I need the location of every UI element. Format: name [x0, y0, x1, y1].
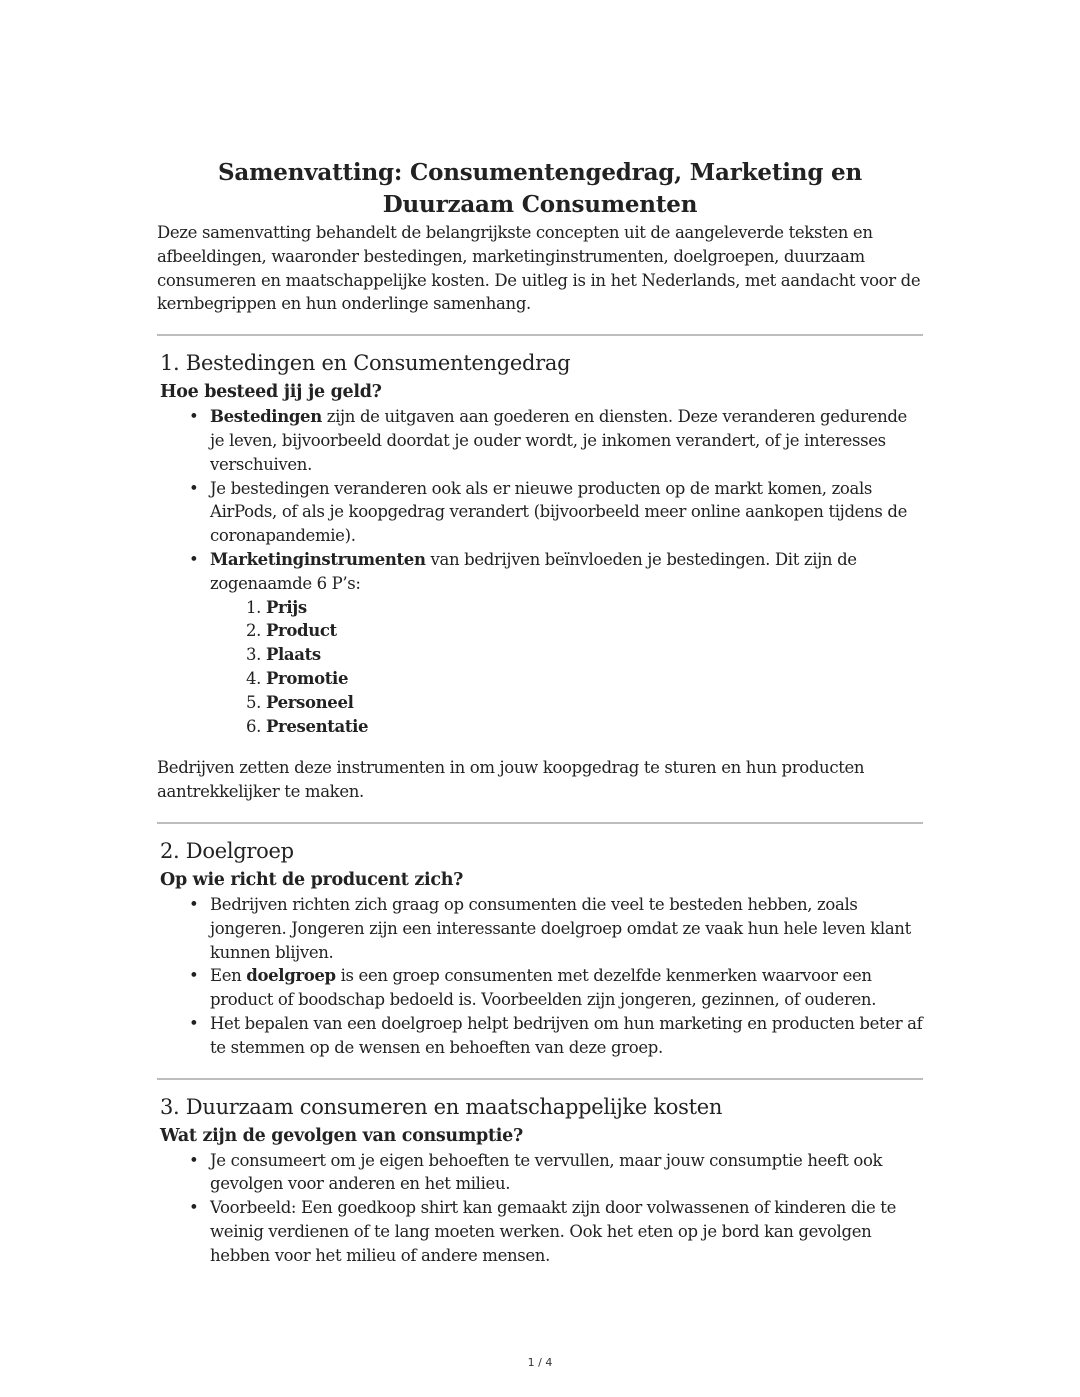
bullet-icon: •	[189, 1013, 199, 1033]
bullet-list	[157, 893, 923, 1060]
bullet-icon: •	[189, 966, 199, 986]
list-item-text: Je bestedingen veranderen ook als er nieuwe producten op de markt komen, zoals AirPods, of als je koopgedrag verandert (bijvoorbeeld meer online aankopen tijdens de coronapandemie).	[210, 478, 907, 546]
closing-paragraph: Bedrijven zetten deze instrumenten in om jouw koopgedrag te sturen en hun producten aantrekkelijker te maken.	[157, 758, 865, 802]
item-label: Promotie	[265, 668, 349, 688]
list-item-text: Voorbeeld: Een goedkoop shirt kan gemaakt zijn door volwassenen of kinderen die te weinig verdienen of te lang moeten werken. Ook het eten op je bord kan gevolgen hebben voor het milieu of andere mensen.	[210, 1198, 896, 1265]
list-item	[189, 1196, 923, 1267]
page-indicator: 1 / 4	[527, 1356, 553, 1369]
item-label: Plaats	[265, 645, 321, 665]
item-label: Presentatie	[265, 716, 369, 736]
list-item-text: is een groep consumenten met dezelfde kenmerken waarvoor een product of boodschap bedoeld is. Voorbeelden zijn jongeren, gezinnen, of ouderen.	[210, 966, 877, 1010]
list-item-text: Je consumeert om je eigen behoeften te vervullen, maar jouw consumptie heeft ook gevolgen voor anderen en het milieu.	[210, 1150, 883, 1194]
six-ps-item	[246, 596, 923, 620]
six-ps-list	[210, 596, 923, 739]
list-item	[189, 405, 923, 476]
intro-paragraph: Deze samenvatting behandelt de belangrijkste concepten uit de aangeleverde teksten en afbeeldingen, waaronder bestedingen, marketinginstrumenten, doelgroepen, duurzaam consumeren en maatschappelijke kosten. De uitleg is in het Nederlands, met aandacht voor de kernbegrippen en hun onderlinge samenhang.	[157, 223, 921, 314]
list-item-text: Het bepalen van een doelgroep helpt bedrijven om hun marketing en producten beter af te stemmen op de wensen en behoeften van deze groep.	[210, 1013, 923, 1057]
bullet-icon: •	[189, 478, 199, 498]
bullet-icon: •	[189, 894, 199, 914]
bullet-list	[157, 1149, 923, 1268]
term-bold: Marketinginstrumenten	[210, 549, 426, 569]
term-bold: Bestedingen	[210, 407, 322, 427]
item-number: 3.	[246, 645, 262, 665]
item-number: 1.	[246, 597, 262, 617]
item-number: 4.	[246, 668, 262, 688]
item-label: Product	[265, 621, 337, 641]
six-ps-item	[246, 715, 923, 739]
bullet-icon: •	[189, 407, 199, 427]
list-item	[189, 477, 923, 548]
list-item	[189, 964, 923, 1012]
section-subtitle: Wat zijn de gevolgen van consumptie?	[160, 1125, 523, 1146]
section-subtitle: Hoe besteed jij je geld?	[160, 382, 382, 403]
bullet-icon: •	[189, 1150, 199, 1170]
list-item-prefix: Een	[210, 966, 247, 986]
list-item	[189, 1012, 923, 1060]
list-item-text: Bedrijven richten zich graag op consumenten die veel te besteden hebben, zoals jongeren. Jongeren zijn een interessante doelgroep omdat ze vaak hun hele leven klant kunnen blijven.	[210, 894, 911, 962]
document-title: Samenvatting: Consumentengedrag, Marketing en Duurzaam Consumenten	[218, 159, 862, 218]
list-item-text: zijn de uitgaven aan goederen en diensten. Deze veranderen gedurende je leven, bijvoorbeeld doordat je ouder wordt, je inkomen verandert, of je interesses verschuiven.	[210, 407, 907, 474]
section-bestedingen	[157, 349, 923, 804]
bullet-icon: •	[189, 1198, 199, 1218]
section-doelgroep	[157, 837, 923, 1060]
section-title: 1. Bestedingen en Consumentengedrag	[160, 351, 571, 376]
item-number: 5.	[246, 692, 262, 712]
list-item	[189, 1149, 923, 1197]
item-label: Prijs	[265, 597, 307, 617]
list-item	[189, 548, 923, 738]
bullet-list	[157, 405, 923, 738]
bullet-icon: •	[189, 549, 199, 569]
six-ps-item	[246, 643, 923, 667]
term-bold: doelgroep	[246, 966, 336, 986]
section-divider	[157, 1078, 923, 1080]
list-item-text: van bedrijven beïnvloeden je bestedingen. Dit zijn de zogenaamde 6 P’s:	[210, 549, 857, 593]
item-number: 6.	[246, 716, 262, 736]
section-divider	[157, 822, 923, 824]
item-label: Personeel	[265, 692, 354, 712]
section-duurzaam-consumeren	[157, 1093, 923, 1268]
section-subtitle: Op wie richt de producent zich?	[160, 869, 464, 890]
item-number: 2.	[246, 621, 262, 641]
document-page	[157, 157, 923, 1268]
section-title: 3. Duurzaam consumeren en maatschappelijke kosten	[160, 1094, 723, 1119]
section-title: 2. Doelgroep	[160, 838, 294, 863]
section-divider	[157, 334, 923, 336]
list-item	[189, 893, 923, 964]
six-ps-item	[246, 667, 923, 691]
six-ps-item	[246, 691, 923, 715]
six-ps-item	[246, 619, 923, 643]
